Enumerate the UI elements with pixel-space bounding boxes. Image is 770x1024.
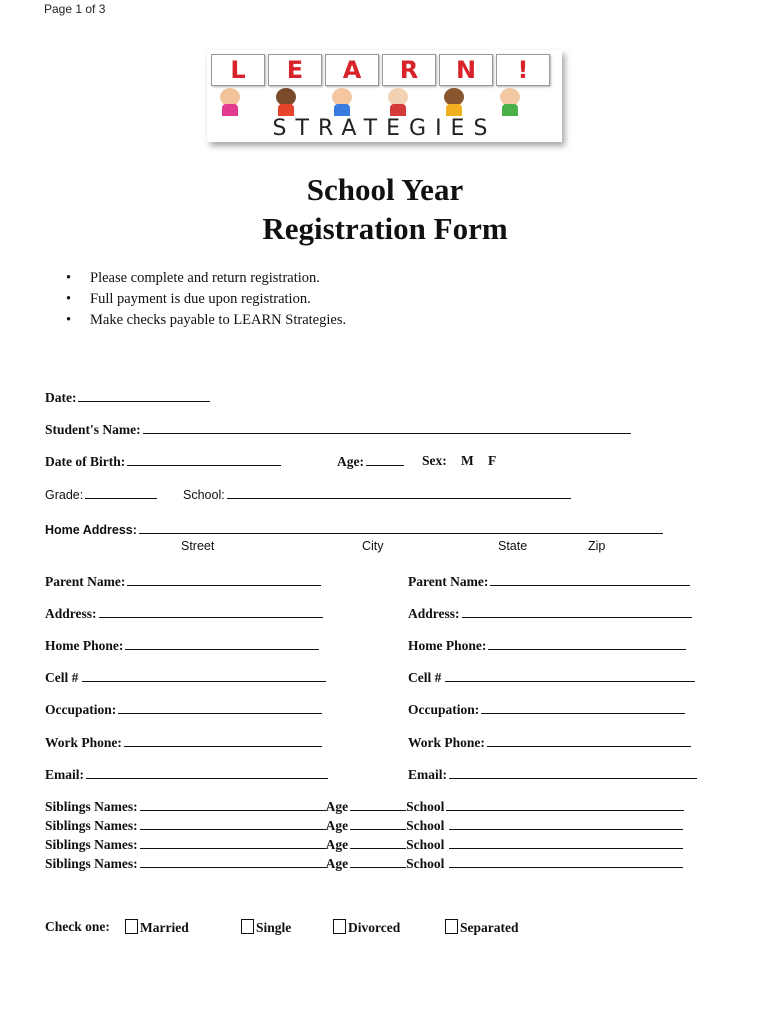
kid-icon	[439, 88, 469, 118]
date-line[interactable]	[78, 389, 210, 402]
student-name-line[interactable]	[143, 421, 631, 434]
parent1-occupation-line[interactable]	[118, 701, 322, 714]
kid-icon	[215, 88, 245, 118]
parent1-occupation-field[interactable]: Occupation:	[45, 701, 322, 719]
age-label: Age:	[337, 454, 364, 469]
parent1-name-line[interactable]	[127, 573, 321, 586]
logo-letter: !	[496, 54, 550, 86]
parent2-name-field[interactable]: Parent Name:	[408, 573, 690, 591]
school-line[interactable]	[227, 486, 571, 499]
dob-label: Date of Birth:	[45, 454, 126, 469]
logo-letter: R	[382, 54, 436, 86]
single-checkbox[interactable]: Single	[241, 919, 291, 936]
parent2-cell-field[interactable]: Cell #	[408, 669, 695, 687]
street-caption: Street	[181, 539, 215, 553]
parent2-work-phone-line[interactable]	[487, 734, 691, 747]
logo-letter: E	[268, 54, 322, 86]
sibling-age-line[interactable]	[350, 798, 406, 811]
student-name-field[interactable]	[45, 421, 631, 439]
sibling-row[interactable]: Siblings Names: Age School	[45, 836, 683, 854]
parent1-home-phone-line[interactable]	[125, 637, 319, 650]
sex-label: Sex:	[422, 453, 447, 468]
separated-checkbox[interactable]: Separated	[445, 919, 519, 936]
school-field[interactable]	[183, 486, 571, 504]
checkbox-box[interactable]	[333, 919, 346, 934]
home-address-label: Home Address:	[45, 523, 137, 537]
check-one-label: Check one:	[45, 919, 110, 934]
parent1-email-field[interactable]: Email:	[45, 766, 328, 784]
sibling-name-line[interactable]	[140, 798, 326, 811]
sibling-school-line[interactable]	[449, 855, 683, 868]
home-address-line[interactable]	[139, 521, 663, 534]
city-caption: City	[362, 539, 384, 553]
parent1-cell-line[interactable]	[82, 669, 326, 682]
logo-wordmark: STRATEGIES	[272, 116, 497, 141]
parent2-email-line[interactable]	[449, 766, 697, 779]
parent2-home-phone-line[interactable]	[488, 637, 686, 650]
sex-m-option[interactable]: M	[461, 453, 474, 468]
parent2-occupation-field[interactable]: Occupation:	[408, 701, 685, 719]
age-line[interactable]	[366, 453, 404, 466]
checkbox-box[interactable]	[241, 919, 254, 934]
divorced-checkbox[interactable]: Divorced	[333, 919, 400, 936]
learn-strategies-logo	[207, 50, 562, 142]
logo-letter: L	[211, 54, 265, 86]
list-item: • Full payment is due upon registration.	[66, 291, 311, 307]
grade-line[interactable]	[85, 486, 157, 499]
form-title-line1: School Year	[306, 172, 464, 207]
state-caption: State	[498, 539, 528, 553]
parent1-address-field[interactable]: Address:	[45, 605, 323, 623]
zip-caption: Zip	[588, 539, 606, 553]
logo-letter: N	[439, 54, 493, 86]
parent1-address-line[interactable]	[99, 605, 323, 618]
parent2-address-line[interactable]	[462, 605, 692, 618]
list-item: • Please complete and return registration.	[66, 270, 320, 286]
student-name-label: Student's Name:	[45, 422, 141, 437]
sex-f-option[interactable]: F	[488, 453, 497, 468]
sibling-row[interactable]: Siblings Names: Age School	[45, 798, 684, 816]
parent1-home-phone-field[interactable]: Home Phone:	[45, 637, 319, 655]
date-field[interactable]	[45, 389, 210, 407]
parent2-email-field[interactable]: Email:	[408, 766, 697, 784]
sibling-row[interactable]: Siblings Names: Age School	[45, 855, 683, 873]
checkbox-box[interactable]	[445, 919, 458, 934]
sibling-age-line[interactable]	[350, 855, 406, 868]
parent2-name-line[interactable]	[490, 573, 690, 586]
parent2-cell-line[interactable]	[445, 669, 695, 682]
home-address-field[interactable]	[45, 521, 663, 539]
sibling-school-line[interactable]	[449, 817, 683, 830]
sibling-row[interactable]: Siblings Names: Age School	[45, 817, 683, 835]
logo-letter-cards	[211, 54, 550, 86]
kid-icon	[271, 88, 301, 118]
date-label: Date:	[45, 390, 77, 405]
sibling-school-line[interactable]	[449, 836, 683, 849]
parent1-name-field[interactable]: Parent Name:	[45, 573, 321, 591]
kid-icon	[495, 88, 525, 118]
sibling-age-line[interactable]	[350, 836, 406, 849]
dob-field[interactable]	[45, 453, 281, 471]
parent1-work-phone-field[interactable]: Work Phone:	[45, 734, 322, 752]
dob-line[interactable]	[127, 453, 281, 466]
kid-icon	[327, 88, 357, 118]
parent1-work-phone-line[interactable]	[124, 734, 322, 747]
logo-letter: A	[325, 54, 379, 86]
page-number: Page 1 of 3	[44, 2, 106, 16]
sibling-age-line[interactable]	[350, 817, 406, 830]
sibling-name-line[interactable]	[140, 855, 326, 868]
form-title-line2: Registration Form	[262, 211, 508, 246]
checkbox-box[interactable]	[125, 919, 138, 934]
age-field[interactable]	[337, 453, 404, 471]
grade-label: Grade:	[45, 488, 84, 502]
sibling-name-line[interactable]	[140, 836, 326, 849]
kid-icon	[383, 88, 413, 118]
instructions-list	[66, 268, 346, 331]
parent2-home-phone-field[interactable]: Home Phone:	[408, 637, 686, 655]
logo-kids	[215, 88, 525, 118]
parent1-email-line[interactable]	[86, 766, 328, 779]
married-checkbox[interactable]: Married	[125, 919, 189, 936]
school-label: School:	[183, 488, 225, 502]
list-item: • Make checks payable to LEARN Strategies.	[66, 312, 347, 328]
parent2-address-field[interactable]: Address:	[408, 605, 692, 623]
sibling-school-line[interactable]	[446, 798, 684, 811]
parent1-cell-field[interactable]: Cell #	[45, 669, 326, 687]
sibling-name-line[interactable]	[140, 817, 326, 830]
parent2-occupation-line[interactable]	[481, 701, 685, 714]
grade-field[interactable]	[45, 486, 157, 504]
parent2-work-phone-field[interactable]: Work Phone:	[408, 734, 691, 752]
